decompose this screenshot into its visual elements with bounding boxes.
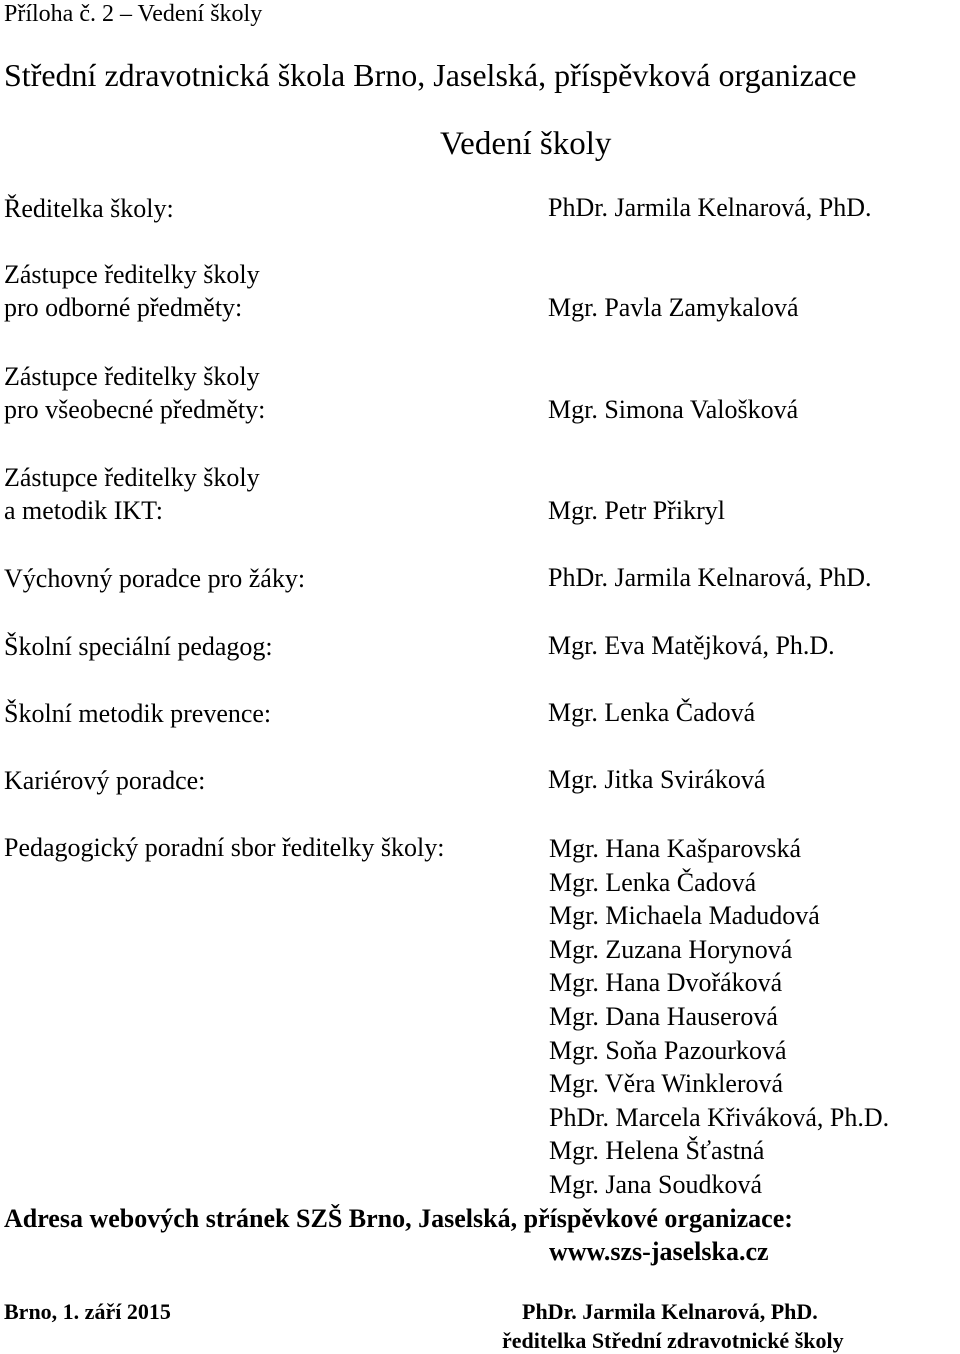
role-label-deputy-ict xyxy=(4,461,260,527)
role-person-deputy-general: Mgr. Simona Valošková xyxy=(548,395,799,424)
place-date: Brno, 1. září 2015 xyxy=(4,1299,171,1324)
role-person-special-pedagogue: Mgr. Eva Matějková, Ph.D. xyxy=(548,631,835,660)
role-person-prevention: Mgr. Lenka Čadová xyxy=(548,698,756,727)
website-url: www.szs-jaselska.cz xyxy=(549,1237,769,1266)
board-member-list xyxy=(549,832,889,1202)
role-label-line: Zástupce ředitelky školy xyxy=(4,463,260,492)
signatory-name: PhDr. Jarmila Kelnarová, PhD. xyxy=(522,1299,818,1324)
website-label: Adresa webových stránek SZŠ Brno, Jaselská, příspěvkové organizace: xyxy=(4,1204,793,1233)
board-member: PhDr. Marcela Křiváková, Ph.D. xyxy=(549,1102,890,1132)
page-title: Vedení školy xyxy=(440,126,612,162)
role-label-career xyxy=(4,764,205,797)
role-label-counselor xyxy=(4,562,305,595)
board-member: Mgr. Jana Soudková xyxy=(549,1169,763,1199)
board-member: Mgr. Hana Dvořáková xyxy=(549,968,783,998)
role-label-line: Kariérový poradce: xyxy=(4,766,206,795)
role-label-line: Školní metodik prevence: xyxy=(4,699,272,728)
signatory-title: ředitelka Střední zdravotnické školy xyxy=(502,1328,844,1353)
attachment-label: Příloha č. 2 – Vedení školy xyxy=(4,1,263,27)
board-member: Mgr. Michaela Madudová xyxy=(549,901,820,931)
role-person-deputy-vocational: Mgr. Pavla Zamykalová xyxy=(548,293,799,322)
role-label-line: Zástupce ředitelky školy xyxy=(4,362,260,391)
role-label-line: pro odborné předměty: xyxy=(4,293,243,322)
role-label-deputy-general xyxy=(4,360,265,426)
board-member: Mgr. Soňa Pazourková xyxy=(549,1035,787,1065)
board-member: Mgr. Věra Winklerová xyxy=(549,1069,784,1099)
role-person-career: Mgr. Jitka Sviráková xyxy=(548,765,766,794)
role-label-deputy-vocational xyxy=(4,258,260,324)
school-name: Střední zdravotnická škola Brno, Jaselská, příspěvková organizace xyxy=(4,57,857,93)
role-label-line: Ředitelka školy: xyxy=(4,194,174,223)
role-person-counselor: PhDr. Jarmila Kelnarová, PhD. xyxy=(548,563,872,592)
role-label-special-pedagogue xyxy=(4,630,273,663)
role-label-line: Výchovný poradce pro žáky: xyxy=(4,564,306,593)
board-member: Mgr. Lenka Čadová xyxy=(549,867,757,897)
role-person-deputy-ict: Mgr. Petr Přikryl xyxy=(548,496,725,525)
board-member: Mgr. Hana Kašparovská xyxy=(549,834,801,863)
role-label-line: a metodik IKT: xyxy=(4,496,163,525)
board-member: Mgr. Dana Hauserová xyxy=(549,1001,778,1031)
board-member: Mgr. Helena Šťastná xyxy=(549,1136,765,1166)
role-label-line: pro všeobecné předměty: xyxy=(4,395,266,424)
role-label-line: Zástupce ředitelky školy xyxy=(4,260,260,289)
board-label: Pedagogický poradní sbor ředitelky školy: xyxy=(4,833,445,862)
role-person-director: PhDr. Jarmila Kelnarová, PhD. xyxy=(548,193,872,222)
role-label-line: Školní speciální pedagog: xyxy=(4,632,273,661)
board-member: Mgr. Zuzana Horynová xyxy=(549,934,793,964)
role-label-prevention xyxy=(4,697,271,730)
role-label-director xyxy=(4,192,174,225)
